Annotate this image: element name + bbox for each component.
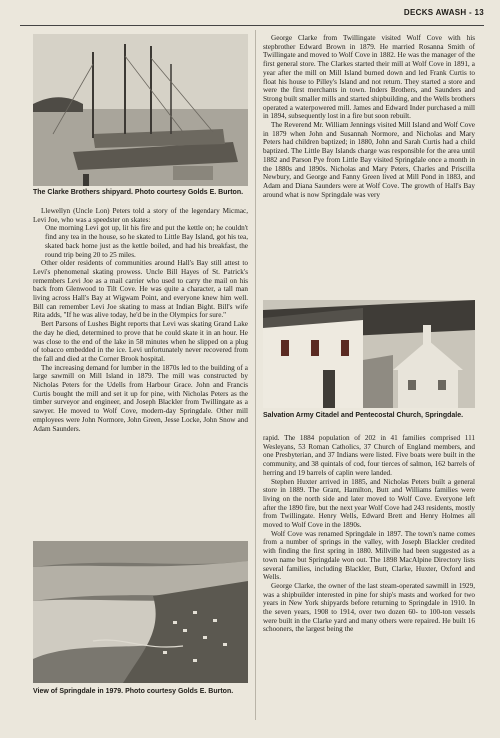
salvation-army-caption: Salvation Army Citadel and Pentecostal Church, Springdale. bbox=[263, 412, 464, 419]
springdale-aerial-photo bbox=[33, 541, 248, 683]
shipyard-caption: The Clarke Brothers shipyard. Photo courtesy Golds E. Burton. bbox=[33, 189, 244, 196]
shipyard-photo bbox=[33, 34, 248, 186]
paragraph: rapid. The 1884 population of 202 in 41 families comprised 111 Wesleyans, 53 Roman Catholics, 37 Church of England members, and one Presbyterian, and 37 Indians were listed. Five boats were built in the community, and 38 quintals of cod, four tierces of salmon, 162 barrels of herring and 19 barrels of caplin were landed. bbox=[263, 434, 475, 477]
paragraph: Llewellyn (Uncle Lon) Peters told a story of the legendary Micmac, Levi Joe, who was a speedster on skates: bbox=[33, 207, 248, 224]
paragraph: The increasing demand for lumber in the 1870s led to the building of a large sawmill on Mill Island in 1879. The mill was constructed by Nicholas Peters for the Udells from Harbour Grace. John and Francis Curtis bought the mill and set it up for pine, with Nicholas Peters as the timber surveyor and engineer, and Joseph Blackler from Twillingate as a sawyer. He moved to Wolf Cove, modern-day Springdale. Other mill employees were John Normore, John Green, Jesse Locke, John Snow and Adam Saunders. bbox=[33, 363, 248, 433]
springdale-caption: View of Springdale in 1979. Photo courtesy Golds E. Burton. bbox=[33, 688, 234, 695]
salvation-army-photo bbox=[263, 300, 475, 408]
header-rule bbox=[20, 25, 484, 26]
paragraph: Bert Parsons of Lushes Bight reports that Levi was skating Grand Lake the day he died, determined to prove that he could skate it in an hour. He was close to the end of the lake in 58 minutes when he slipped on a plug of tobacco embedded in the ice. Levi unfortunately never recovered from the fall and died at the Corner Brook hospital. bbox=[33, 320, 248, 363]
paragraph: Wolf Cove was renamed Springdale in 1897. The town's name comes from a number of springs in the valley, with Joseph Blackler credited with finding the first spring in 1880. Millville had been suggested as a town name but Springdale won out. The 1898 MacAlpine Directory lists several families, including Blackler, Butt, Clarke, Huxter, Oxford and Wells. bbox=[263, 529, 475, 582]
paragraph: George Clarke from Twillingate visited Wolf Cove with his stepbrother Edward Brown in 1879. He married Rosanna Smith of Twillingate and moved to Wolf Cove in 1882. He was the manager of the first general store. The Clarkes started their mill at Wolf Cove in 1891, a year after the mill on Mill Island burned down and led Frank Curtis to float his house to Pilley's Island and not return. They started a store and were the first merchants in town. Inders Brothers, and Saunders and Strong built smaller mills and started shipbuilding, and the Wells brothers operated a waterpowered mill. James and Edward Inder purchased a mill in 1894, subsequently lost in a fire but soon rebuilt. bbox=[263, 34, 475, 121]
paragraph: Stephen Huxter arrived in 1885, and Nicholas Peters built a general store in 1889. The Grant, Hamilton, Butt and Williams families were living on the north side and later moved to Wolf Cove. Everyone left after the 1890 fire, but the next year Wolf Cove had 243 residents, mostly from Twillingate. Henry Wells, Edward Brett and Henry Holmes all moved to Wolf Cove in the 1890s. bbox=[263, 477, 475, 530]
column-divider bbox=[255, 30, 256, 720]
left-column-text bbox=[33, 207, 248, 537]
page-header: DECKS AWASH - 13 bbox=[403, 8, 484, 17]
right-column-text-top bbox=[263, 34, 475, 296]
paragraph: Other older residents of communities around Hall's Bay still attest to Levi's phenomenal skating prowess. Uncle Bill Hayes of St. Patrick's remembers Levi Joe as a mail carrier who used to carry the mail on his back from Glenwood to Tilt Cove. He was quite a character, a tall man living across Hall's Bay at Wigwam Point, and everyone knew him well. Bill can remember Levi Joe skating to mass at Indian Bight. Bill's wife Rita adds, "If he was alive today, he'd be in the Olympics for sure." bbox=[33, 259, 248, 320]
paragraph: The Reverend Mr. William Jennings visited Mill Island and Wolf Cove in 1879 when John and Susannah Normore, and Nicholas and Mary Peters had children baptized; in 1880, John and Sarah Curtis had a child baptized. The Little Bay Islands charge was responsible for the area until 1882 and Parson Pye from Little Bay visited Springdale once a month in the 1880s and 1890s. Nicholas and Mary Peters, Charles and Priscilla Newbury, and George and Fanny Green lived at Mill Pond in 1883, and Adam and Diana Saunders were at Wolf Cove. The growth of Hall's Bay around what is now Springdale was very bbox=[263, 121, 475, 199]
quoted-story: One morning Levi got up, lit his fire and put the kettle on; he couldn't find any tea in the house, so he skated to Little Bay Island, got his tea, skated back home just as the kettle boiled, and had his breakfast, the round trip being 20 to 25 miles. bbox=[45, 224, 248, 259]
paragraph: George Clarke, the owner of the last steam-operated sawmill in 1929, was a shipbuilder interested in pine for ship's masts and worked for two years in New York shipyards before returning to Springdale in 1910. In the seven years, 1908 to 1914, over two dozen 60- to 100-ton vessels were built in the Clarke yard and many others were repaired. He built 16 schooners, the largest being the bbox=[263, 581, 475, 634]
right-column-text-bottom bbox=[263, 434, 475, 724]
